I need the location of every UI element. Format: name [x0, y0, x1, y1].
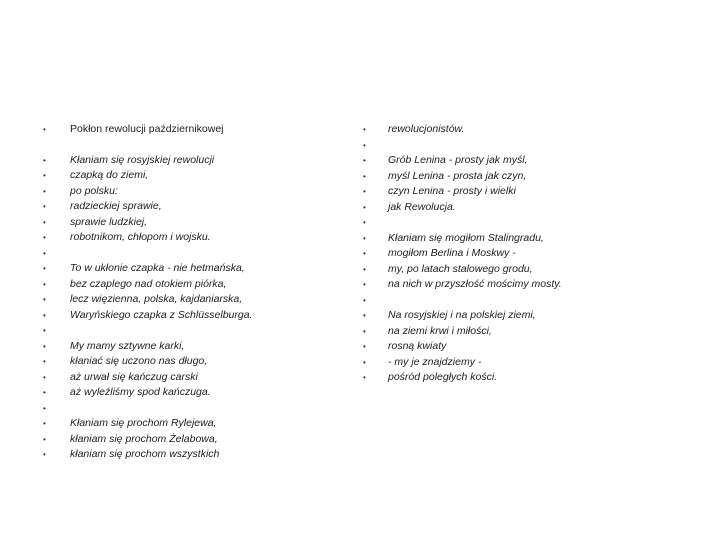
poem-line — [40, 168, 360, 184]
stanza-break — [360, 293, 690, 309]
bullet-icon: • — [43, 171, 46, 180]
bullet-icon: • — [43, 248, 46, 258]
poem-line-text: robotnikom, chłopom i wojsku. — [70, 231, 211, 243]
bullet-icon: • — [363, 218, 366, 227]
poem-line-text: rewolucjonistów. — [388, 123, 465, 135]
poem-line-text: na ziemi krwi i miłości, — [388, 324, 492, 337]
stanza-break — [40, 401, 360, 417]
poem-line — [40, 416, 360, 432]
poem-line-text: aż urwał się kańczug carski — [70, 370, 198, 383]
poem-line-text: my, po latach stalowego grodu, — [388, 262, 533, 275]
poem-line-text: bez czaplego nad otokiem piórka, — [70, 277, 227, 290]
poem-title: Pokłon rewolucji październikowej — [70, 123, 224, 135]
poem-line — [40, 277, 360, 293]
bullet-icon: • — [363, 357, 366, 367]
poem-line — [40, 184, 360, 200]
bullet-icon: • — [363, 202, 366, 212]
bullet-icon: • — [43, 357, 46, 366]
poem-line-text: myśl Lenina - prosta jak czyn, — [388, 169, 527, 182]
poem-line-text: kłaniam się prochom wszystkich — [70, 448, 220, 460]
poem-line-text: kłaniam się prochom Żelabowa, — [70, 432, 218, 445]
poem-line-text: po polsku: — [70, 184, 118, 197]
poem-line-text: Kłaniam się mogiłom Stalingradu, — [388, 231, 544, 244]
poem-line-text: Kłaniam się prochom Rylejewa, — [70, 417, 217, 429]
poem-line — [360, 262, 690, 278]
poem-line — [360, 324, 690, 340]
bullet-icon: • — [363, 171, 366, 181]
poem-line-text: na nich w przyszłość mościmy mosty. — [388, 278, 562, 290]
poem-line-text: Grób Lenina - prosty jak myśl, — [388, 154, 528, 166]
bullet-icon: • — [363, 140, 366, 150]
bullet-icon: • — [363, 280, 366, 289]
poem-line — [40, 153, 360, 169]
poem-line — [360, 200, 690, 216]
poem-line-text: sprawie ludzkiej, — [70, 215, 148, 228]
bullet-icon: • — [43, 264, 46, 273]
bullet-icon: • — [43, 125, 46, 134]
poem-line — [360, 231, 690, 247]
poem-line — [360, 246, 690, 262]
bullet-icon: • — [43, 341, 46, 351]
poem-line — [40, 370, 360, 386]
bullet-icon: • — [43, 434, 46, 444]
poem-line — [40, 308, 360, 324]
bullet-icon: • — [363, 295, 366, 305]
poem-line-text: mogiłom Berlina i Moskwy - — [388, 247, 516, 259]
bullet-icon: • — [43, 202, 46, 211]
poem-line — [360, 277, 690, 293]
bullet-icon: • — [363, 373, 366, 382]
poem-line — [360, 308, 690, 324]
poem-line — [40, 215, 360, 231]
poem-line — [360, 355, 690, 371]
left-poem-column — [40, 122, 360, 463]
poem-line-text: czyn Lenina - prosty i wielki — [388, 185, 516, 197]
bullet-icon: • — [43, 326, 46, 335]
poem-line-text: czapką do ziemi, — [70, 169, 149, 181]
bullet-icon: • — [43, 403, 46, 413]
poem-line — [40, 199, 360, 215]
bullet-icon: • — [363, 264, 366, 274]
bullet-icon: • — [363, 342, 366, 351]
bullet-icon: • — [43, 388, 46, 397]
bullet-icon: • — [43, 279, 46, 289]
poem-line-text: rosną kwiaty — [388, 340, 447, 352]
poem-line — [40, 385, 360, 401]
poem-line — [40, 432, 360, 448]
right-poem-column — [360, 122, 690, 386]
bullet-icon: • — [43, 217, 46, 227]
poem-line — [360, 153, 690, 169]
stanza-break — [360, 215, 690, 231]
poem-line — [40, 292, 360, 308]
poem-line-text: jak Rewolucja. — [388, 200, 456, 213]
poem-line-text: kłaniać się uczono nas długo, — [70, 355, 208, 367]
bullet-icon: • — [363, 249, 366, 258]
poem-line — [40, 230, 360, 246]
bullet-icon: • — [43, 450, 46, 459]
poem-line-text: - my je znajdziemy - — [388, 355, 482, 368]
bullet-icon: • — [363, 311, 366, 320]
poem-line — [360, 122, 690, 138]
poem-line-text: radzieckiej sprawie, — [70, 200, 162, 212]
poem-line — [40, 261, 360, 277]
bullet-icon: • — [43, 186, 46, 196]
stanza-break — [40, 323, 360, 339]
bullet-icon: • — [363, 156, 366, 165]
bullet-icon: • — [43, 372, 46, 382]
poem-line — [360, 339, 690, 355]
poem-line-text: lecz więzienna, polska, kajdaniarska, — [70, 293, 243, 305]
poem-line-text: aż wyleźliśmy spod kańczuga. — [70, 386, 211, 398]
poem-line — [40, 447, 360, 463]
poem-line-text: To w ukłonie czapka - nie hetmańska, — [70, 262, 245, 274]
poem-line — [360, 184, 690, 200]
stanza-break — [40, 246, 360, 262]
bullet-icon: • — [43, 233, 46, 242]
poem-line-text: Waryńskiego czapka z Schlüsselburga. — [70, 308, 253, 321]
poem-line-text: My mamy sztywne karki, — [70, 339, 185, 352]
bullet-icon: • — [43, 155, 46, 165]
poem-line-text: Na rosyjskiej i na polskiej ziemi, — [388, 309, 536, 321]
poem-line — [360, 370, 690, 386]
poem-title-line — [40, 122, 360, 138]
bullet-icon: • — [43, 310, 46, 320]
poem-line-text: pośród poległych kości. — [388, 371, 498, 383]
poem-line — [360, 169, 690, 185]
stanza-break — [360, 138, 690, 154]
bullet-icon: • — [363, 187, 366, 196]
bullet-icon: • — [363, 326, 366, 336]
poem-line — [40, 354, 360, 370]
poem-line-text: Kłaniam się rosyjskiej rewolucji — [70, 153, 215, 166]
bullet-icon: • — [43, 419, 46, 428]
bullet-icon: • — [363, 233, 366, 243]
bullet-icon: • — [43, 295, 46, 304]
bullet-icon: • — [363, 125, 366, 134]
poem-line — [40, 339, 360, 355]
